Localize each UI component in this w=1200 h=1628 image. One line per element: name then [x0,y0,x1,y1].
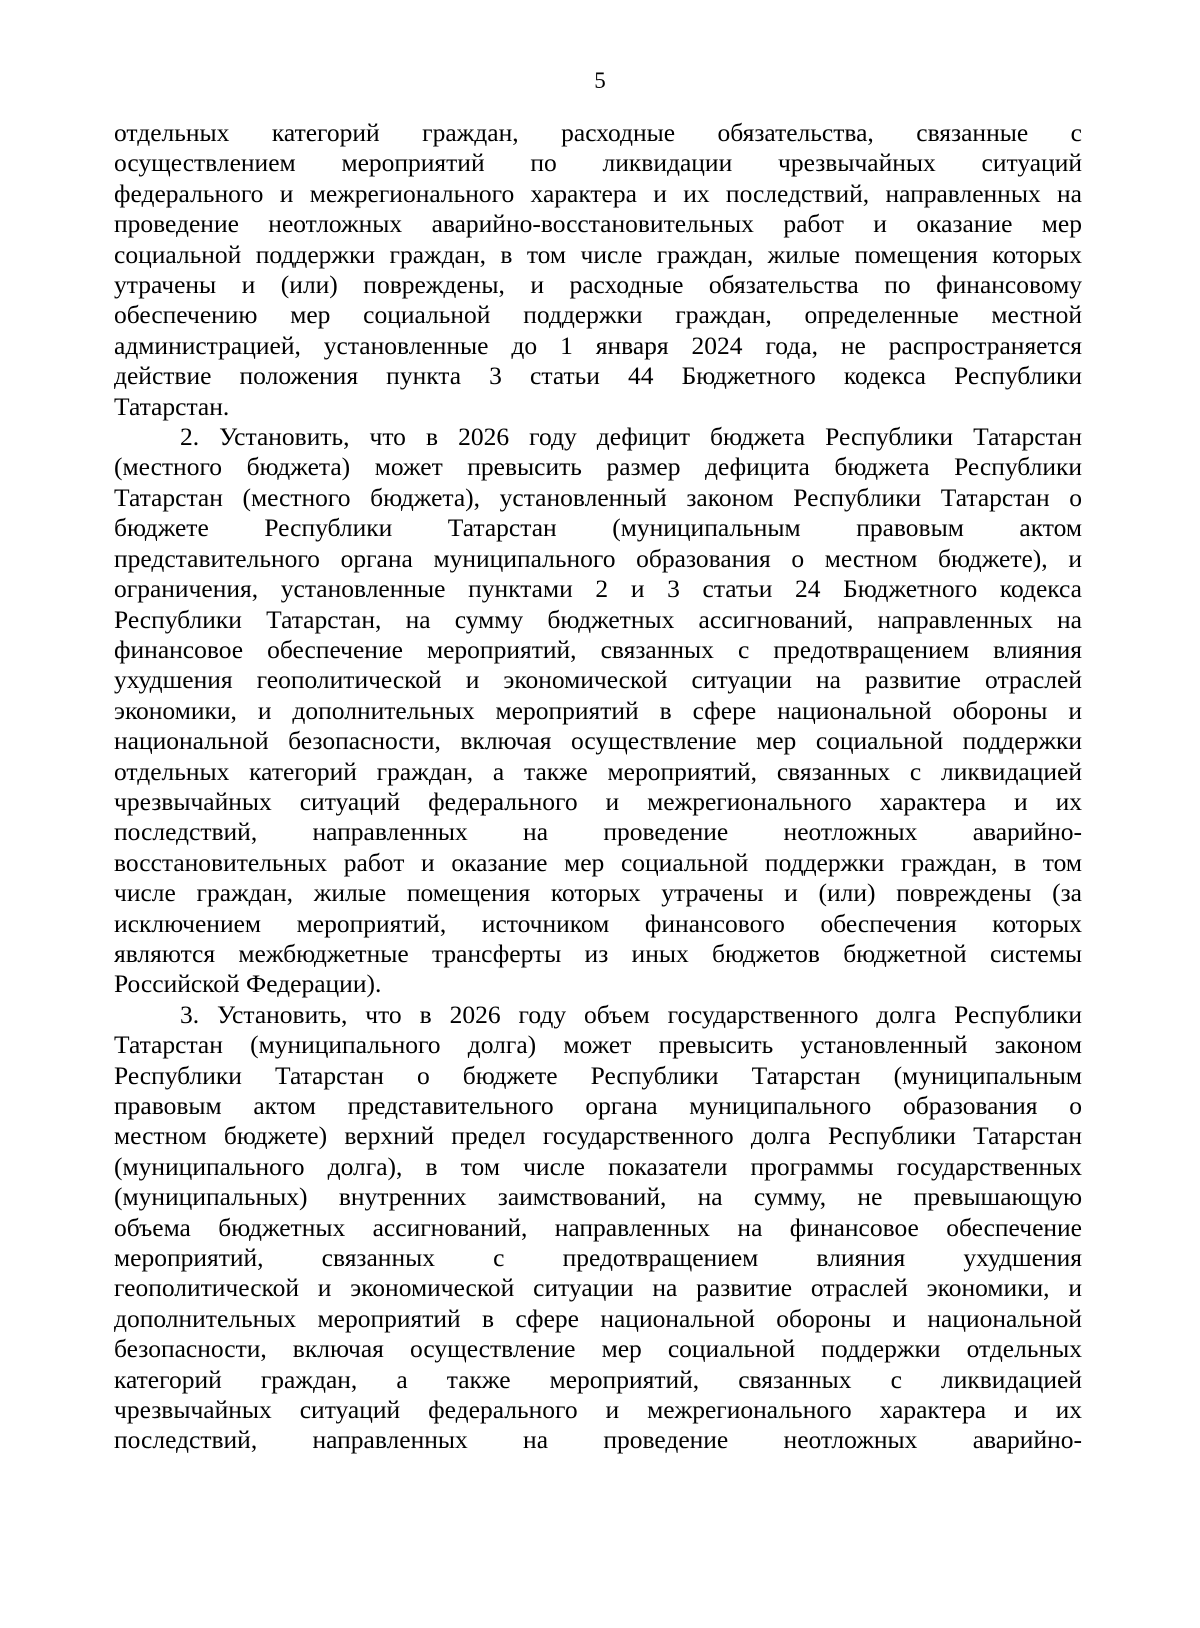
text-line: экономики, и дополнительных мероприятий в сфере национальной обороны и [114,695,1082,725]
text-line: администрацией, установленные до 1 января 2024 года, не распространяется [114,330,1082,360]
document-body [114,118,1082,1456]
text-line: правовым актом представительного органа муниципального образования о [114,1091,1082,1120]
text-line: исключением мероприятий, источником финансового обеспечения которых [114,908,1082,938]
text-line: проведение неотложных аварийно-восстановительных работ и оказание мер [114,209,1082,239]
text-line: местном бюджете) верхний предел государственного долга Республики Татарстан [114,1121,1082,1151]
text-line: чрезвычайных ситуаций федерального и межрегионального характера и их [114,1395,1082,1425]
text-line: действие положения пункта 3 статьи 44 Бюджетного кодекса Республики [114,361,1082,391]
text-line: мероприятий, связанных с предотвращением влияния ухудшения [114,1243,1082,1273]
text-line: являются межбюджетные трансферты из иных бюджетов бюджетной системы [114,938,1082,968]
text-line: дополнительных мероприятий в сфере национальной обороны и национальной [114,1303,1082,1333]
text-line: категорий граждан, а также мероприятий, связанных с ликвидацией [114,1364,1082,1394]
text-line: объема бюджетных ассигнований, направленных на финансовое обеспечение [114,1212,1082,1242]
paragraph-item-2 [114,422,1082,1000]
text-line: (местного бюджета) может превысить размер дефицита бюджета Республики [114,452,1082,482]
text-line: 2. Установить, что в 2026 году дефицит бюджета Республики Татарстан [180,422,1082,452]
text-line: ограничения, установленные пунктами 2 и 3 статьи 24 Бюджетного кодекса [114,574,1082,604]
text-line: финансовое обеспечение мероприятий, связанных с предотвращением влияния [114,634,1082,664]
text-line: последствий, направленных на проведение неотложных аварийно- [114,1425,1082,1455]
text-line: федерального и межрегионального характера и их последствий, направленных на [114,178,1082,208]
text-line: утрачены и (или) повреждены, и расходные обязательства по финансовому [114,270,1082,300]
text-line: (муниципального долга), в том числе показатели программы государственных [114,1151,1082,1181]
paragraph-continuation [114,118,1082,422]
text-line: геополитической и экономической ситуации на развитие отраслей экономики, и [114,1273,1082,1303]
text-line: Татарстан. [114,391,230,421]
text-line: безопасности, включая осуществление мер социальной поддержки отдельных [114,1334,1082,1364]
text-line: чрезвычайных ситуаций федерального и межрегионального характера и их [114,786,1082,816]
text-line: ухудшения геополитической и экономической ситуации на развитие отраслей [114,665,1082,695]
text-line: 3. Установить, что в 2026 году объем государственного долга Республики [180,999,1082,1029]
paragraph-item-3 [114,1000,1082,1456]
text-line: отдельных категорий граждан, а также мероприятий, связанных с ликвидацией [114,756,1082,786]
text-line: социальной поддержки граждан, в том числе граждан, жилые помещения которых [114,239,1082,269]
text-line: бюджете Республики Татарстан (муниципальным правовым актом [114,513,1082,543]
text-line: отдельных категорий граждан, расходные обязательства, связанные с [114,118,1082,147]
text-line: последствий, направленных на проведение неотложных аварийно- [114,817,1082,847]
text-line: Республики Татарстан о бюджете Республики Татарстан (муниципальным [114,1060,1082,1090]
text-line: (муниципальных) внутренних заимствований, на сумму, не превышающую [114,1182,1082,1212]
text-line: Татарстан (муниципального долга) может превысить установленный законом [114,1030,1082,1060]
text-line: представительного органа муниципального образования о местном бюджете), и [114,543,1082,573]
text-line: Республики Татарстан, на сумму бюджетных ассигнований, направленных на [114,604,1082,634]
text-line: Российской Федерации). [114,969,382,999]
text-line: числе граждан, жилые помещения которых утрачены и (или) повреждены (за [114,878,1082,908]
text-line: обеспечению мер социальной поддержки граждан, определенные местной [114,300,1082,330]
text-line: национальной безопасности, включая осуществление мер социальной поддержки [114,726,1082,756]
text-line: Татарстан (местного бюджета), установленный законом Республики Татарстан о [114,482,1082,512]
page-number: 5 [594,68,606,93]
text-line: восстановительных работ и оказание мер социальной поддержки граждан, в том [114,847,1082,877]
text-line: осуществлением мероприятий по ликвидации чрезвычайных ситуаций [114,148,1082,178]
